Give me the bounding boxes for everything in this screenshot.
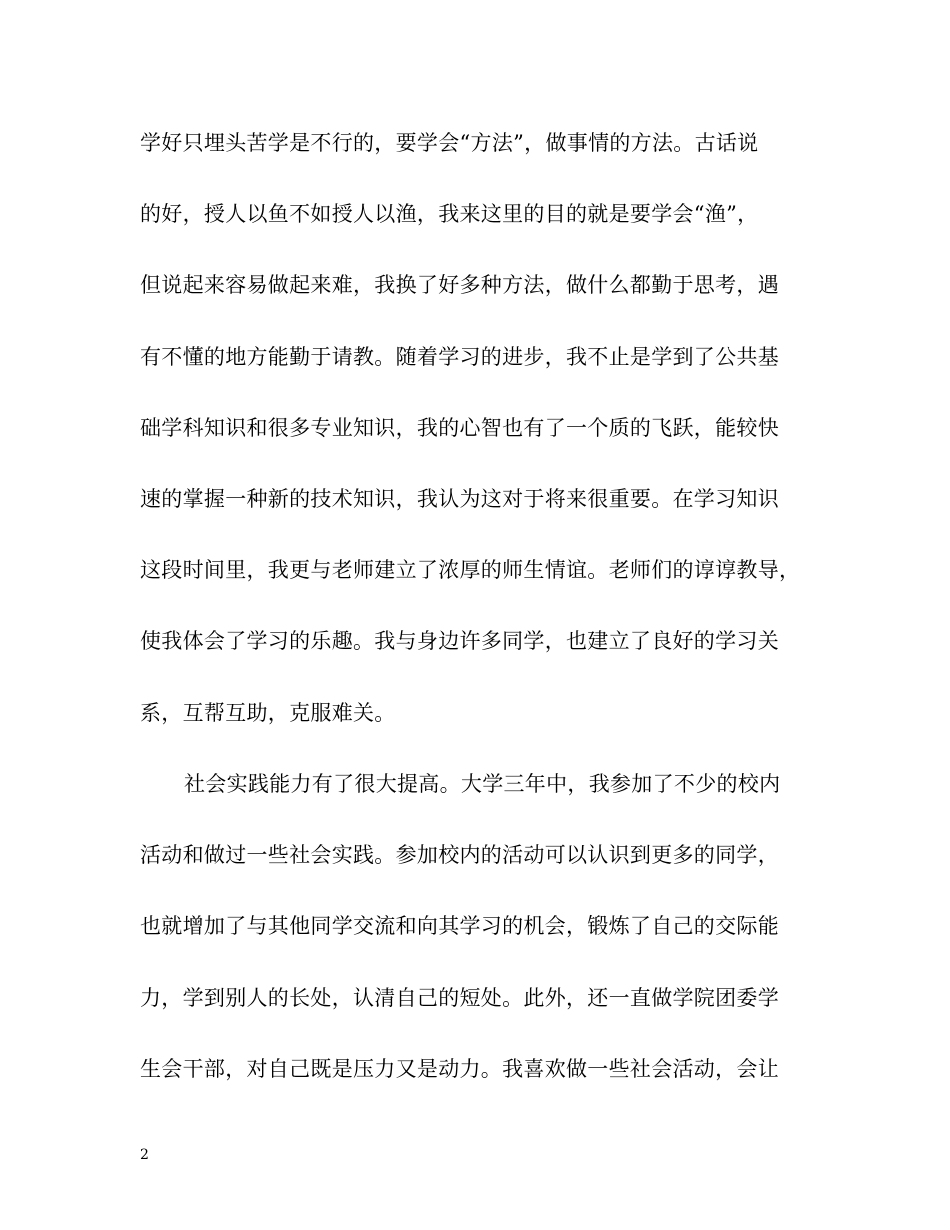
paragraph-first-line: 社会实践能力有了很大提高。大学三年中，我参加了不少的校内 (184, 772, 781, 796)
text-line: 但说起来容易做起来难，我换了好多种方法，做什么都勤于思考，遇 (140, 273, 779, 297)
text-line: 力，学到别人的长处，认清自己的短处。此外，还一直做学院团委学 (140, 986, 779, 1010)
text-line: 速的掌握一种新的技术知识，我认为这对于将来很重要。在学习知识 (140, 487, 779, 511)
text-line: 这段时间里，我更与老师建立了浓厚的师生情谊。老师们的谆谆教导， (140, 558, 801, 582)
text-line: 也就增加了与其他同学交流和向其学习的机会，锻炼了自己的交际能 (140, 914, 779, 938)
text-line: 有不懂的地方能勤于请教。随着学习的进步，我不止是学到了公共基 (140, 345, 779, 369)
text-line: 使我体会了学习的乐趣。我与身边许多同学，也建立了良好的学习关 (140, 629, 779, 653)
text-line: 系，互帮互助，克服难关。 (140, 701, 396, 725)
text-line: 生会干部，对自己既是压力又是动力。我喜欢做一些社会活动，会让 (140, 1057, 779, 1081)
text-line: 学好只埋头苦学是不行的，要学会“方法”，做事情的方法。古话说 (140, 131, 759, 155)
text-line: 的好，授人以鱼不如授人以渔，我来这里的目的就是要学会“渔”， (140, 202, 759, 226)
page-number: 2 (140, 1147, 149, 1163)
text-line: 活动和做过一些社会实践。参加校内的活动可以认识到更多的同学， (140, 843, 779, 867)
text-line: 础学科知识和很多专业知识，我的心智也有了一个质的飞跃，能较快 (140, 416, 779, 440)
